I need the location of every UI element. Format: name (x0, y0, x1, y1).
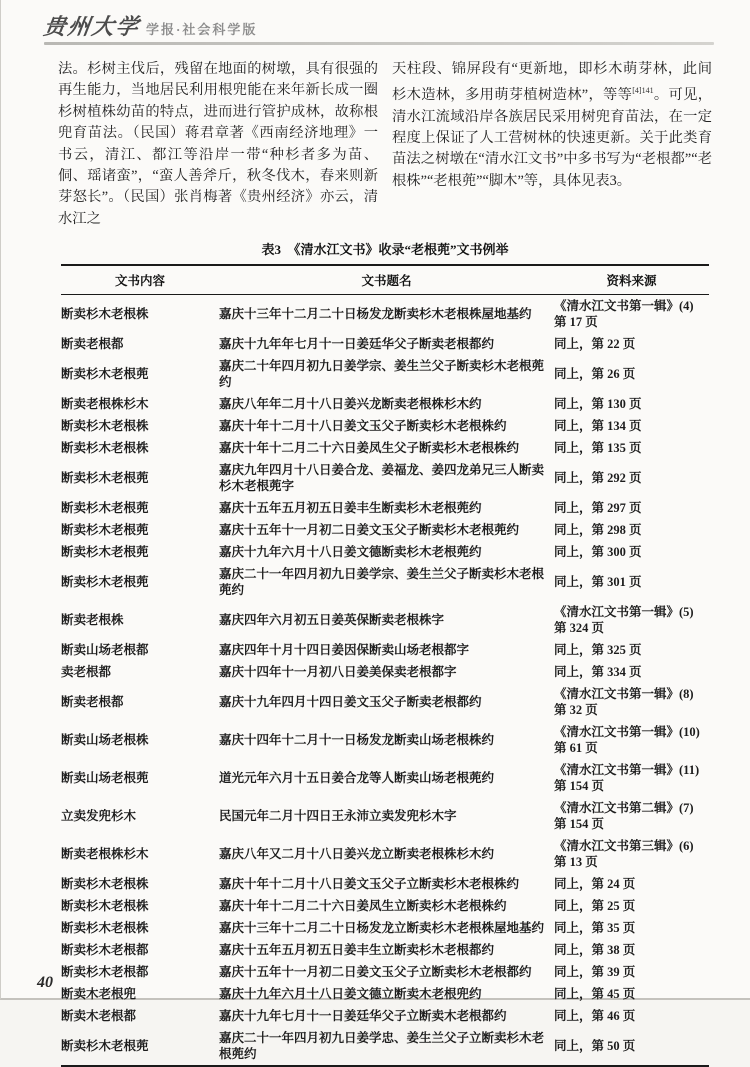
document-title-cell: 嘉庆十年十二月十八日姜文玉父子立断卖杉木老根株约 (219, 877, 520, 891)
source-cell: 同上，第 38 页 (554, 943, 636, 957)
document-title-cell: 嘉庆十九年七月十一日姜廷华父子立断卖木老根都约 (219, 1009, 507, 1023)
document-content-cell: 断卖老根株 (61, 613, 124, 627)
document-title-cell: 嘉庆十五年五月初五日姜丰生立断卖杉木老根都约 (219, 943, 495, 957)
source-cell: 同上，第 50 页 (554, 1039, 636, 1053)
right-column-text-after-citation: 。可见，清水江流域沿岸各族居民采用树兜育苗法，在一定程度上保证了人工营树林的快速更新。关于此类育苗法之树墩在“清水江文书”中多书写为“老根都”“老根株”“老根蔸”“脚木”等，具体见表3。 (392, 87, 712, 189)
table-row (61, 295, 709, 334)
document-title-cell: 嘉庆十五年十一月初二日姜文玉父子立断卖杉木老根都约 (219, 965, 532, 979)
page-footer (37, 974, 53, 992)
table-row (61, 333, 709, 355)
source-cell: 同上，第 39 页 (554, 965, 636, 979)
document-title-cell: 嘉庆十九年年七月十一日姜廷华父子断卖老根都约 (219, 337, 495, 351)
document-content-cell: 断卖杉木老根蔸 (61, 575, 149, 589)
document-title-cell: 嘉庆四年十月十四日姜因保断卖山场老根都字 (219, 643, 470, 657)
document-title-cell: 嘉庆二十一年四月初九日姜学忠、姜生兰父子立断卖杉木老根蔸约 (219, 1031, 545, 1061)
document-content-cell: 立卖发兜杉木 (61, 809, 137, 823)
table-row (61, 563, 709, 601)
column-header-source: 资料来源 (554, 265, 709, 295)
document-content-cell: 断卖木老根兜 (61, 987, 137, 1001)
document-title-cell: 嘉庆十五年十一月初二日姜文玉父子断卖杉木老根蔸约 (219, 523, 520, 537)
source-cell: 《清水江文书第一辑》(5) 第 324 页 (554, 605, 694, 635)
source-cell: 《清水江文书第三辑》(6) 第 13 页 (554, 839, 694, 869)
table-row (61, 835, 709, 873)
source-cell: 同上，第 300 页 (554, 545, 642, 559)
body-text (58, 59, 712, 225)
table-row (61, 683, 709, 721)
column-header-document-title: 文书题名 (219, 265, 554, 295)
document-content-cell: 断卖杉木老根都 (61, 943, 149, 957)
source-cell: 同上，第 25 页 (554, 899, 636, 913)
right-column-text-before-citation: 天柱段、锦屏段有“更新地，即杉木萌芽林，此间杉木造林，多用萌芽植树造林”，等等 (392, 61, 712, 104)
source-cell: 同上，第 22 页 (554, 337, 636, 351)
left-column-paragraph: 法。杉树主伐后，残留在地面的树墩，具有很强的再生能力，当地居民利用根兜能在来年新长成一圈杉树植株幼苗的特点，进而进行管护成林，故称根兜育苗法。（民国）蒋君章著《西南经济地理》一书云，清江、都江等沿岸一带“种杉者多为苗、侗、瑶诸蛮”，“蛮人善斧斤，秋冬伐木，春来则新芽怒长”。（民国）张肖梅著《贵州经济》亦云，清水江之 (58, 61, 378, 227)
document-content-cell: 断卖杉木老根蔸 (61, 523, 149, 537)
source-cell: 同上，第 130 页 (554, 397, 642, 411)
table-row (61, 721, 709, 759)
documents-table (61, 264, 709, 1067)
document-content-cell: 断卖杉木老根株 (61, 877, 149, 891)
table-row (61, 415, 709, 437)
document-title-cell: 嘉庆二十年四月初九日姜学宗、姜生兰父子断卖杉木老根蔸约 (219, 359, 545, 389)
document-content-cell: 断卖杉木老根蔸 (61, 471, 149, 485)
document-content-cell: 断卖杉木老根蔸 (61, 1039, 149, 1053)
document-title-cell: 嘉庆八年又二月十八日姜兴龙立断卖老根株杉木约 (219, 847, 495, 861)
document-title-cell: 嘉庆十九年六月十八日姜文德断卖杉木老根蔸约 (219, 545, 482, 559)
document-title-cell: 嘉庆十九年六月十八日姜文德立断卖木老根兜约 (219, 987, 482, 1001)
table-row (61, 355, 709, 393)
document-content-cell: 断卖木老根都 (61, 1009, 137, 1023)
table-row (61, 1005, 709, 1027)
document-title-cell: 嘉庆十九年四月十四日姜文玉父子断卖老根都约 (219, 695, 482, 709)
document-title-cell: 嘉庆十四年十二月十一日杨发龙断卖山场老根株约 (219, 733, 495, 747)
document-title-cell: 嘉庆十年十二月二十六日姜凤生立断卖杉木老根株约 (219, 899, 507, 913)
document-title-cell: 民国元年二月十四日王永沛立卖发兜杉木字 (219, 809, 457, 823)
document-content-cell: 卖老根都 (61, 665, 112, 679)
source-cell: 同上，第 35 页 (554, 921, 636, 935)
table-row (61, 917, 709, 939)
document-content-cell: 断卖山场老根蔸 (61, 771, 149, 785)
table-row (61, 961, 709, 983)
source-cell: 同上，第 334 页 (554, 665, 642, 679)
document-content-cell: 断卖老根都 (61, 337, 124, 351)
document-content-cell: 断卖杉木老根蔸 (61, 545, 149, 559)
document-title-cell: 道光元年六月十五日姜合龙等人断卖山场老根蔸约 (219, 771, 495, 785)
table-row (61, 1027, 709, 1066)
document-content-cell: 断卖老根株杉木 (61, 847, 149, 861)
document-content-cell: 断卖杉木老根株 (61, 307, 149, 321)
document-content-cell: 断卖杉木老根株 (61, 921, 149, 935)
source-cell: 同上，第 297 页 (554, 501, 642, 515)
documents-table-header (61, 265, 709, 295)
source-cell: 《清水江文书第一辑》(11) 第 154 页 (554, 763, 700, 793)
right-column-paragraph (392, 59, 712, 225)
document-content-cell: 断卖老根都 (61, 695, 124, 709)
document-content-cell: 断卖杉木老根株 (61, 441, 149, 455)
document-content-cell: 断卖杉木老根蔸 (61, 367, 149, 381)
source-cell: 《清水江文书第一辑》(10) 第 61 页 (554, 725, 700, 755)
source-cell: 《清水江文书第一辑》(4) 第 17 页 (554, 299, 694, 329)
table-row (61, 895, 709, 917)
journal-masthead (44, 10, 712, 40)
document-title-cell: 嘉庆十三年十二月二十日杨发龙断卖杉木老根株屋地基约 (219, 307, 532, 321)
page-number: 40 (37, 974, 53, 991)
source-cell: 同上，第 325 页 (554, 643, 642, 657)
source-cell: 同上，第 26 页 (554, 367, 636, 381)
journal-subtitle: 学报·社会科学版 (146, 22, 258, 37)
source-cell: 同上，第 298 页 (554, 523, 642, 537)
document-title-cell: 嘉庆九年四月十八日姜合龙、姜福龙、姜四龙弟兄三人断卖杉木老根蔸字 (219, 463, 545, 493)
table-row (61, 939, 709, 961)
document-title-cell: 嘉庆四年六月初五日姜英保断卖老根株字 (219, 613, 445, 627)
table-row (61, 437, 709, 459)
source-cell: 《清水江文书第一辑》(8) 第 32 页 (554, 687, 694, 717)
source-cell: 同上，第 46 页 (554, 1009, 636, 1023)
source-cell: 同上，第 45 页 (554, 987, 636, 1001)
table-row (61, 393, 709, 415)
document-content-cell: 断卖杉木老根株 (61, 419, 149, 433)
document-content-cell: 断卖杉木老根蔸 (61, 501, 149, 515)
table-row (61, 661, 709, 683)
header-divider (44, 42, 714, 45)
source-cell: 《清水江文书第二辑》(7) 第 154 页 (554, 801, 694, 831)
table-row (61, 497, 709, 519)
document-title-cell: 嘉庆十四年十一月初八日姜美保卖老根都字 (219, 665, 457, 679)
document-content-cell: 断卖老根株杉木 (61, 397, 149, 411)
document-title-cell: 嘉庆八年年二月十八日姜兴龙断卖老根株杉木约 (219, 397, 482, 411)
documents-table-body (61, 295, 709, 1067)
table-row (61, 459, 709, 497)
document-title-cell: 嘉庆十年十二月十八日姜文玉父子断卖杉木老根株约 (219, 419, 507, 433)
source-cell: 同上，第 301 页 (554, 575, 642, 589)
document-title-cell: 嘉庆十三年十二月二十日杨发龙立断卖杉木老根株屋地基约 (219, 921, 545, 935)
journal-logo: 贵州大学 (42, 14, 142, 39)
column-header-document-content: 文书内容 (61, 265, 219, 295)
table-caption: 表3 《清水江文书》收录“老根蔸”文书例举 (261, 242, 509, 257)
document-title-cell: 嘉庆二十一年四月初九日姜学宗、姜生兰父子断卖杉木老根蔸约 (219, 567, 545, 597)
table-row (61, 873, 709, 895)
document-title-cell: 嘉庆十五年五月初五日姜丰生断卖杉木老根蔸约 (219, 501, 482, 515)
document-content-cell: 断卖杉木老根都 (61, 965, 149, 979)
table-row (61, 541, 709, 563)
citation-marker: [4]141 (632, 86, 654, 96)
source-cell: 同上，第 134 页 (554, 419, 642, 433)
source-cell: 同上，第 292 页 (554, 471, 642, 485)
table-row (61, 797, 709, 835)
source-cell: 同上，第 135 页 (554, 441, 642, 455)
table-row (61, 639, 709, 661)
table-row (61, 759, 709, 797)
document-title-cell: 嘉庆十年十二月二十六日姜凤生父子断卖杉木老根株约 (219, 441, 520, 455)
table-row (61, 983, 709, 1005)
table-row (61, 601, 709, 639)
document-content-cell: 断卖杉木老根株 (61, 899, 149, 913)
document-content-cell: 断卖山场老根都 (61, 643, 149, 657)
source-cell: 同上，第 24 页 (554, 877, 636, 891)
document-content-cell: 断卖山场老根株 (61, 733, 149, 747)
table-row (61, 519, 709, 541)
